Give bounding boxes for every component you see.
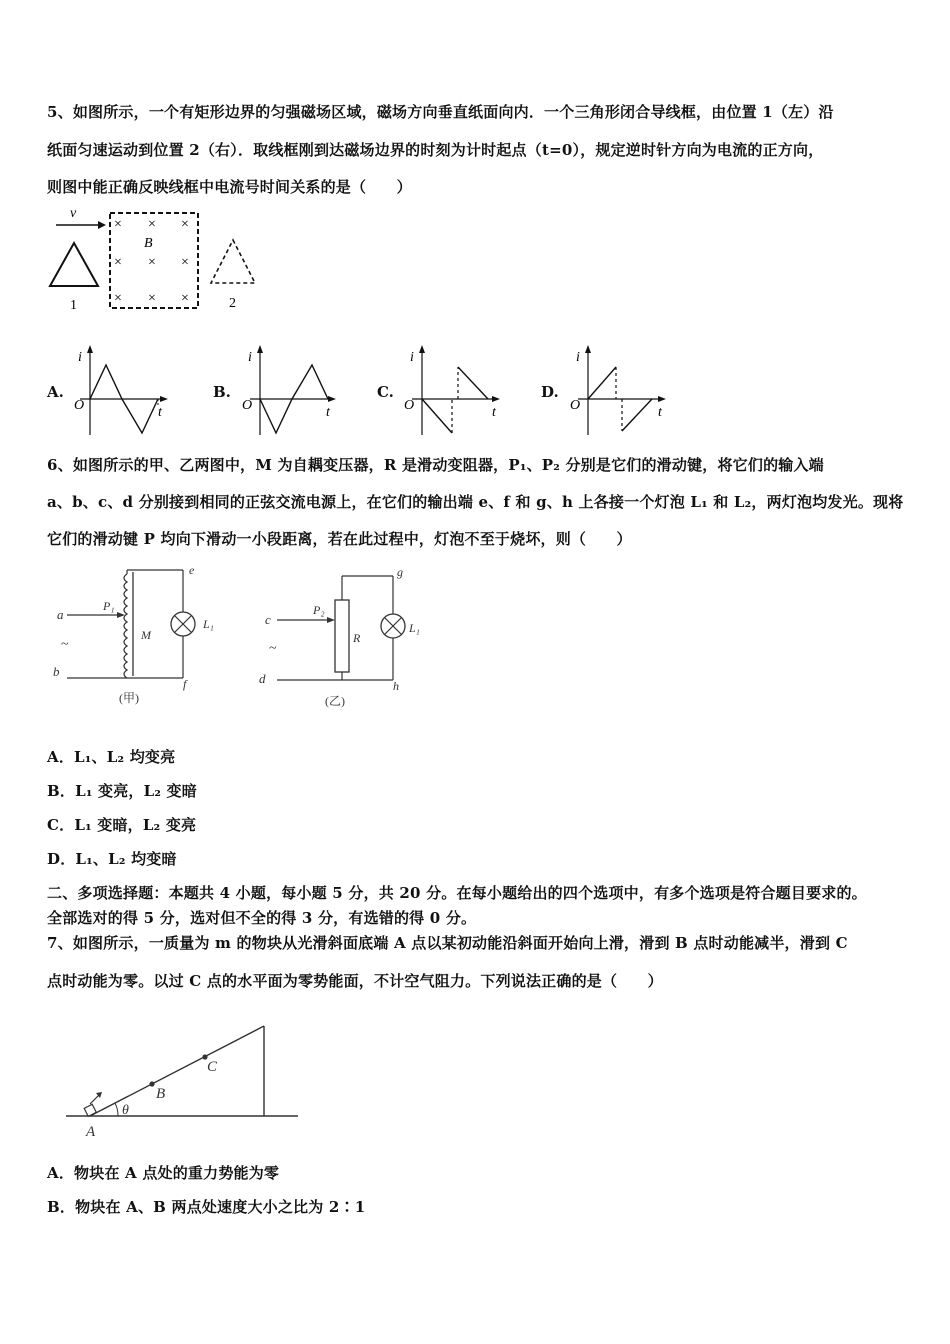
q7-text-line2: 点时动能为零。以过 C 点的水平面为零势能面，不计空气阻力。下列说法正确的是（ ） — [47, 972, 663, 990]
origin-label: O — [242, 398, 253, 413]
q5-text-line2: 纸面匀速运动到位置 2（右）．取线框刚到达磁场边界的时刻为计时起点（t=0），规定逆时针方向为电流的正方向， — [47, 141, 824, 159]
field-cross: × — [181, 255, 189, 270]
field-B-label: B — [144, 236, 153, 251]
q5-option-d-graph — [566, 343, 671, 438]
terminal-a: a — [57, 607, 64, 622]
terminal-b: b — [53, 664, 60, 679]
q6-circuit-jia — [45, 560, 235, 710]
field-cross: × — [181, 217, 189, 232]
origin-label: O — [74, 398, 85, 413]
terminal-d: d — [259, 671, 266, 686]
origin-label: O — [570, 398, 581, 413]
incline-surface — [90, 1026, 264, 1116]
lamp-L-label: L₁ — [409, 621, 420, 635]
current-curve — [422, 367, 488, 433]
q5-option-c-label: C. — [377, 383, 394, 401]
transformer-M-label: M — [141, 628, 151, 642]
q5-field-figure — [42, 203, 272, 315]
caption-yi: (乙) — [325, 694, 345, 708]
axis-i-label: i — [576, 350, 580, 365]
point-B-label: B — [156, 1086, 166, 1102]
velocity-label: v — [70, 206, 77, 221]
field-cross: × — [148, 291, 156, 306]
terminal-g: g — [397, 565, 403, 579]
rheostat-R-label: R — [353, 631, 361, 645]
q6-option-a: A．L₁、L₂ 均变亮 — [47, 748, 176, 766]
ac-source-symbol: ~ — [269, 641, 277, 656]
ac-source-symbol: ~ — [61, 637, 69, 652]
field-cross: × — [148, 217, 156, 232]
q6-text-line1: 6、如图所示的甲、乙两图中，M 为自耦变压器，R 是滑动变阻器，P₁、P₂ 分别是它们的滑动键，将它们的输入端 — [47, 456, 824, 474]
point-C-label: C — [207, 1059, 218, 1075]
field-cross: × — [181, 291, 189, 306]
slider-P1-label: P₁ — [103, 599, 115, 613]
q5-text-line3: 则图中能正确反映线框中电流号时间关系的是（ ） — [47, 178, 412, 196]
axis-i-label: i — [78, 350, 82, 365]
block — [84, 1104, 96, 1116]
terminal-c: c — [265, 612, 271, 627]
q5-option-b-graph — [236, 343, 341, 438]
angle-theta-label: θ — [122, 1103, 129, 1118]
point-B — [149, 1081, 154, 1086]
origin-label: O — [404, 398, 415, 413]
block-velocity-arrow — [90, 1092, 102, 1104]
axis-i-label: i — [410, 350, 414, 365]
point-A-label: A — [86, 1124, 96, 1140]
axis-t-label: t — [326, 405, 330, 420]
q7-text-line1: 7、如图所示，一质量为 m 的物块从光滑斜面底端 A 点以某初动能沿斜面开始向上滑，滑到 B 点时动能减半，滑到 C — [47, 934, 848, 952]
autotransformer-coil — [124, 574, 127, 678]
q5-option-a-graph — [70, 343, 175, 438]
q5-text-line1: 5、如图所示，一个有矩形边界的匀强磁场区域，磁场方向垂直纸面向内．一个三角形闭合导线框，由位置 1（左）沿 — [47, 103, 834, 121]
q6-option-d: D．L₁、L₂ 均变暗 — [47, 850, 177, 868]
position-2-label: 2 — [229, 296, 236, 311]
field-cross: × — [114, 291, 122, 306]
section2-line1: 二、多项选择题：本题共 4 小题，每小题 5 分，共 20 分。在每小题给出的四个选项中，有多个选项是符合题目要求的。 — [47, 884, 867, 902]
caption-jia: (甲) — [119, 691, 139, 705]
axis-i-label: i — [248, 350, 252, 365]
q6-circuit-yi — [255, 560, 445, 710]
q6-text-line3: 它们的滑动键 P 均向下滑动一小段距离，若在此过程中，灯泡不至于烧坏，则（ ） — [47, 530, 632, 548]
terminal-h: h — [393, 679, 399, 693]
q5-option-d-label: D. — [541, 383, 559, 401]
field-cross: × — [114, 217, 122, 232]
q7-option-b: B．物块在 A、B 两点处速度大小之比为 2∶1 — [47, 1198, 366, 1216]
field-cross: × — [114, 255, 122, 270]
q7-incline-figure — [60, 1020, 305, 1142]
q6-option-b: B．L₁ 变亮，L₂ 变暗 — [47, 782, 197, 800]
q5-option-b-label: B. — [213, 383, 231, 401]
q7-option-a: A．物块在 A 点处的重力势能为零 — [47, 1164, 280, 1182]
terminal-e: e — [189, 563, 195, 577]
rheostat-R — [335, 600, 349, 672]
q5-option-a-label: A. — [47, 383, 64, 401]
field-crosses — [114, 217, 189, 306]
q6-text-line2: a、b、c、d 分别接到相同的正弦交流电源上，在它们的输出端 e、f 和 g、h 上各接一个灯泡 L₁ 和 L₂，两灯泡均发光。现将 — [47, 493, 904, 511]
terminal-f: f — [183, 677, 187, 691]
triangle-position-1 — [50, 243, 98, 286]
axis-t-label: t — [158, 405, 162, 420]
lamp-L1-label: L₁ — [203, 617, 214, 631]
field-cross: × — [148, 255, 156, 270]
axis-t-label: t — [658, 405, 662, 420]
section2-line2: 全部选对的得 5 分，选对但不全的得 3 分，有选错的得 0 分。 — [47, 909, 477, 927]
triangle-position-2 — [211, 240, 255, 283]
q6-option-c: C．L₁ 变暗，L₂ 变亮 — [47, 816, 197, 834]
velocity-arrow — [56, 221, 106, 229]
axis-t-label: t — [492, 405, 496, 420]
q5-option-c-graph — [400, 343, 505, 438]
slider-P2-label: P₂ — [313, 603, 325, 617]
position-1-label: 1 — [70, 298, 77, 313]
